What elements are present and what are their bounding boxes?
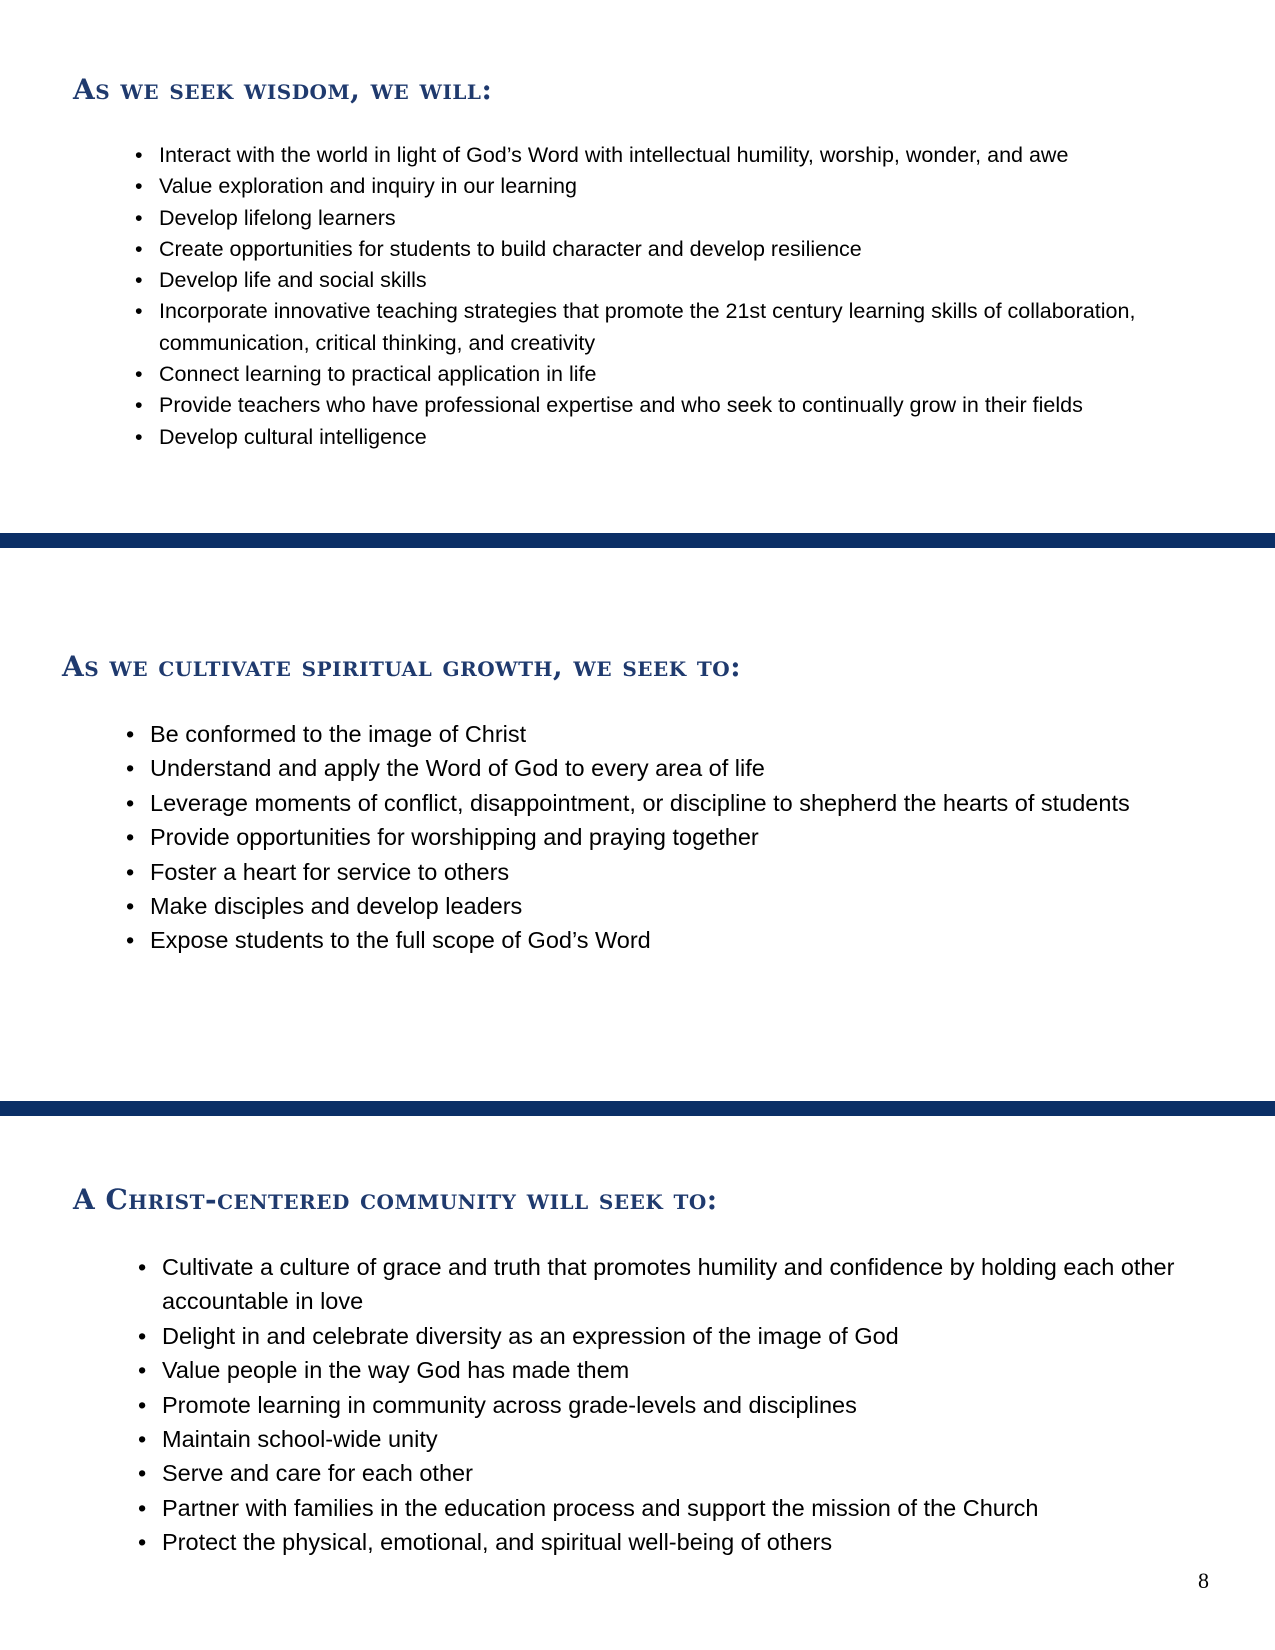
list-item: • Expose students to the full scope of God’s Word xyxy=(126,923,1246,957)
list-item: • Leverage moments of conflict, disappointment, or discipline to shepherd the hearts of students xyxy=(126,786,1246,820)
list-item: • Create opportunities for students to build character and develop resilience xyxy=(135,234,1245,265)
list-item: • Develop life and social skills xyxy=(135,265,1245,296)
list-item: • Incorporate innovative teaching strategies that promote the 21st century learning skills of collaboration, communication, critical thinking, and creativity xyxy=(135,296,1245,359)
list-item: • Provide opportunities for worshipping and praying together xyxy=(126,820,1246,854)
list-item: • Connect learning to practical application in life xyxy=(135,359,1245,390)
list-item: • Be conformed to the image of Christ xyxy=(126,717,1246,751)
list-item: • Interact with the world in light of God’s Word with intellectual humility, worship, wonder, and awe xyxy=(135,140,1245,171)
list-item: • Develop lifelong learners xyxy=(135,203,1245,234)
list-item: • Protect the physical, emotional, and spiritual well-being of others xyxy=(138,1525,1238,1559)
list-item: • Value people in the way God has made them xyxy=(138,1353,1238,1387)
list-item: • Value exploration and inquiry in our learning xyxy=(135,171,1245,202)
list-item: • Maintain school-wide unity xyxy=(138,1422,1238,1456)
section-divider xyxy=(0,533,1275,548)
section-heading-wisdom: As we seek wisdom, we will: xyxy=(73,73,493,106)
list-item: • Delight in and celebrate diversity as an expression of the image of God xyxy=(138,1319,1238,1353)
list-item: • Serve and care for each other xyxy=(138,1456,1238,1490)
list-item: • Cultivate a culture of grace and truth that promotes humility and confidence by holding each other accountable in love xyxy=(138,1250,1238,1319)
spiritual-growth-list xyxy=(126,717,1246,958)
wisdom-list xyxy=(135,140,1245,453)
list-item: • Understand and apply the Word of God to every area of life xyxy=(126,751,1246,785)
section-heading-community: A Christ-centered community will seek to: xyxy=(73,1183,718,1216)
section-divider xyxy=(0,1101,1275,1116)
list-item: • Develop cultural intelligence xyxy=(135,422,1245,453)
community-list xyxy=(138,1250,1238,1560)
list-item: • Promote learning in community across grade-levels and disciplines xyxy=(138,1388,1238,1422)
list-item: • Partner with families in the education process and support the mission of the Church xyxy=(138,1491,1238,1525)
list-item: • Foster a heart for service to others xyxy=(126,855,1246,889)
list-item: • Make disciples and develop leaders xyxy=(126,889,1246,923)
list-item: • Provide teachers who have professional expertise and who seek to continually grow in their fields xyxy=(135,390,1245,421)
page-number: 8 xyxy=(1198,1568,1209,1593)
section-heading-spiritual-growth: As we cultivate spiritual growth, we seek to: xyxy=(62,650,742,683)
